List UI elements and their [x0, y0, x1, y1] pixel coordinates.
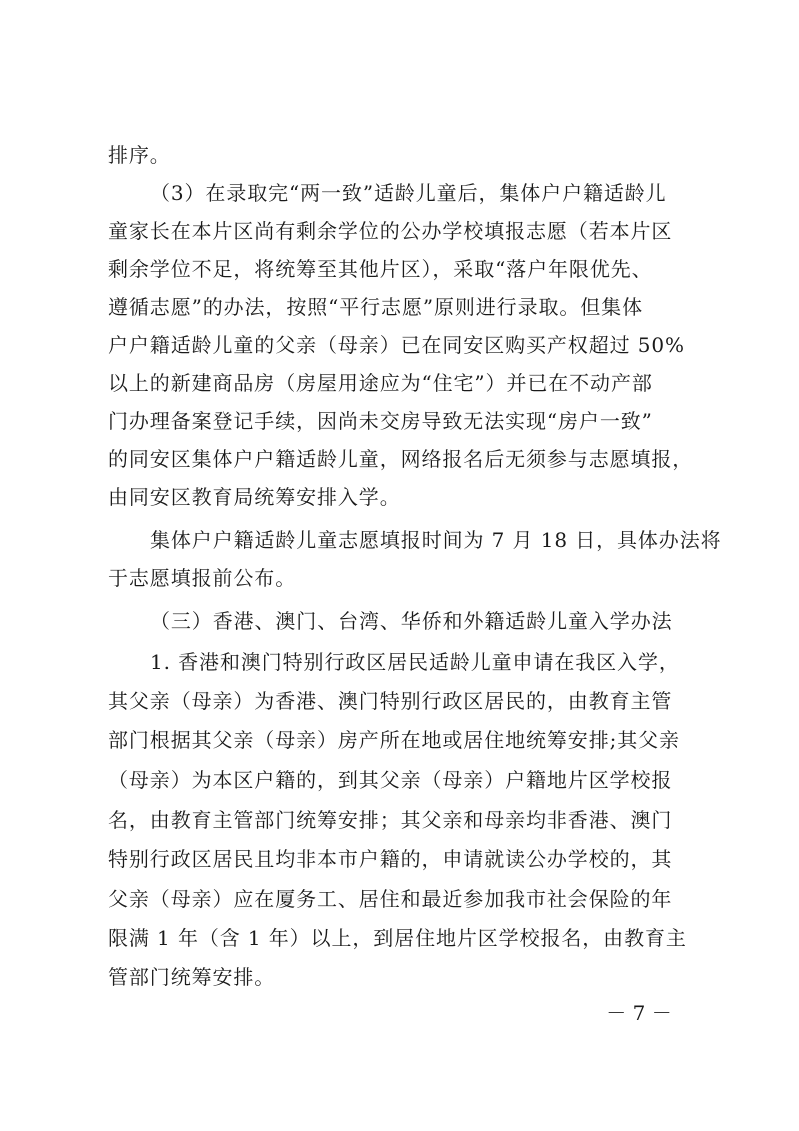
text-line: 由同安区教育局统筹安排入学。 [108, 485, 401, 509]
section-heading: （三）香港、澳门、台湾、华侨和外籍适龄儿童入学办法 [150, 609, 673, 633]
text-line: 童家长在本片区尚有剩余学位的公办学校填报志愿（若本片区 [108, 219, 673, 243]
text-line: 剩余学位不足，将统筹至其他片区），采取“落户年限优先、 [108, 257, 653, 281]
text-line: 特别行政区居民且均非本市户籍的，申请就读公办学校的，其 [108, 847, 673, 871]
text-line: 的同安区集体户户籍适龄儿童，网络报名后无须参与志愿填报， [108, 447, 694, 471]
text-line: 限满 1 年（含 1 年）以上，到居住地片区学校报名，由教育主 [108, 926, 687, 950]
text-line: 遵循志愿”的办法，按照“平行志愿”原则进行录取。但集体 [108, 295, 643, 319]
text-line: 名，由教育主管部门统筹安排；其父亲和母亲均非香港、澳门 [108, 808, 673, 832]
text-line: 户户籍适龄儿童的父亲（母亲）已在同安区购买产权超过 50% [108, 333, 685, 357]
text-line: 集体户户籍适龄儿童志愿填报时间为 7 月 18 日，具体办法将 [150, 528, 722, 552]
text-line: （母亲）为本区户籍的，到其父亲（母亲）户籍地片区学校报 [108, 768, 673, 792]
text-line: 于志愿填报前公布。 [108, 566, 297, 590]
text-line: 部门根据其父亲（母亲）房产所在地或居住地统筹安排;其父亲 [108, 728, 680, 752]
text-line: 门办理备案登记手续，因尚未交房导致无法实现“房户一致” [108, 409, 653, 433]
text-line: 管部门统筹安排。 [108, 965, 276, 989]
text-line: 1. 香港和澳门特别行政区居民适龄儿童申请在我区入学， [150, 650, 680, 674]
text-line: （3）在录取完“两一致”适龄儿童后，集体户户籍适龄儿 [150, 181, 667, 205]
text-line: 排序。 [108, 143, 171, 167]
text-line: 其父亲（母亲）为香港、澳门特别行政区居民的，由教育主管 [108, 689, 673, 713]
page-number: － 7 － [606, 1001, 672, 1025]
text-line: 以上的新建商品房（房屋用途应为“住宅”）并已在不动产部 [108, 371, 653, 395]
text-line: 父亲（母亲）应在厦务工、居住和最近参加我市社会保险的年 [108, 887, 673, 911]
